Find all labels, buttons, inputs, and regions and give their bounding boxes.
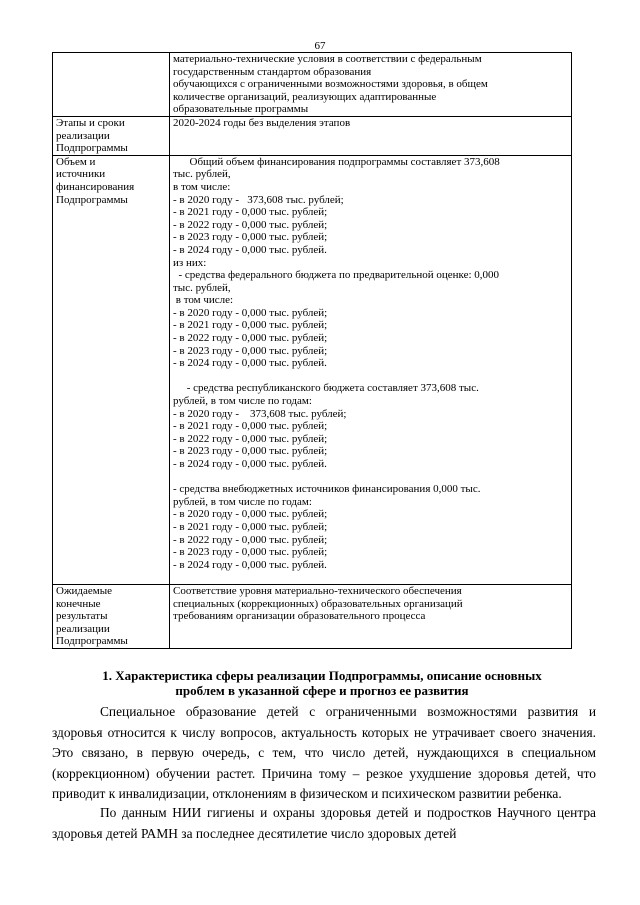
cell-line: Общий объем финансирования подпрограммы составляет 373,608: [173, 155, 500, 168]
cell-line-blank: [173, 571, 568, 584]
cell-line: - в 2021 году - 0,000 тыс. рублей;: [173, 420, 328, 433]
cell-line: - в 2022 году - 0,000 тыс. рублей;: [173, 432, 328, 445]
cell-line: - в 2020 году - 373,608 тыс. рублей;: [173, 193, 344, 206]
label-line: Подпрограммы: [56, 142, 128, 155]
cell-line: государственным стандартом образования: [173, 65, 372, 78]
row-label: [53, 155, 170, 584]
cell-line: - в 2022 году - 0,000 тыс. рублей;: [173, 533, 328, 546]
table-row: [53, 155, 572, 584]
label-line: Объем и: [56, 155, 96, 168]
label-line: реализации: [56, 129, 110, 142]
cell-line: - в 2022 году - 0,000 тыс. рублей;: [173, 218, 328, 231]
cell-line: материально-технические условия в соответствии с федеральным: [173, 53, 482, 65]
passport-table: [52, 52, 572, 649]
section-heading: [52, 668, 592, 698]
label-line: источники: [56, 168, 106, 181]
page-number: 67: [314, 40, 326, 52]
label-line: Подпрограммы: [56, 635, 128, 648]
table-row: [53, 584, 572, 648]
label-line: конечные: [56, 597, 101, 610]
cell-line: - в 2024 году - 0,000 тыс. рублей.: [173, 458, 327, 470]
table-row: [53, 116, 572, 155]
cell-line: тыс. рублей,: [173, 168, 231, 181]
cell-line: - в 2020 году - 373,608 тыс. рублей;: [173, 407, 347, 420]
row-label: [53, 584, 170, 648]
body-paragraph: По данным НИИ гигиены и охраны здоровья детей и подростков Научного центра здоровья детей РАМН за последнее десятилетие число здоровых детей: [52, 805, 596, 841]
label-line: реализации: [56, 622, 110, 635]
body-paragraph: Специальное образование детей с ограниченными возможностями развития и здоровья относится к числу вопросов, актуальность которых не утрачивает своего значения. Это связано, в первую очередь, с тем, что число детей, нуждающихся в специальном (коррекционном) обучении растет. Причина тому – резкое ухудшение здоровья детей, что приводит к инвалидизации, отклонениям в физическом и психическом развитии ребенка.: [52, 704, 596, 801]
row-label-empty: [53, 53, 170, 117]
cell-line-blank: [173, 471, 568, 484]
cell-line: - в 2023 году - 0,000 тыс. рублей;: [173, 231, 328, 244]
row-content: [170, 584, 572, 648]
cell-line: количестве организаций, реализующих адаптированные: [173, 90, 437, 103]
cell-line: в том числе:: [173, 180, 231, 193]
cell-line: - в 2023 году - 0,000 тыс. рублей;: [173, 546, 328, 559]
label-line: Этапы и сроки: [56, 116, 125, 129]
row-content: [170, 116, 572, 155]
section-heading-line: 1. Характеристика сферы реализации Подпрограммы, описание основных: [102, 668, 542, 683]
label-line: финансирования: [56, 180, 135, 193]
label-line: Ожидаемые: [56, 584, 113, 597]
cell-line: рублей, в том числе по годам:: [173, 395, 312, 408]
cell-line: - в 2023 году - 0,000 тыс. рублей;: [173, 445, 328, 458]
cell-line: из них:: [173, 256, 207, 269]
cell-line-blank: [173, 370, 568, 383]
cell-line: - средства федерального бюджета по предварительной оценке: 0,000: [173, 269, 500, 282]
cell-line: - средства внебюджетных источников финансирования 0,000 тыс.: [173, 483, 481, 496]
cell-line: рублей, в том числе по годам:: [173, 495, 312, 508]
cell-line: обучающихся с ограниченными возможностями здоровья, в общем: [173, 78, 488, 91]
cell-line: - в 2022 году - 0,000 тыс. рублей;: [173, 332, 328, 345]
cell-line: - в 2024 году - 0,000 тыс. рублей.: [173, 357, 327, 370]
cell-line: - в 2024 году - 0,000 тыс. рублей.: [173, 558, 327, 571]
label-line: Подпрограммы: [56, 193, 128, 206]
row-label: [53, 116, 170, 155]
cell-line: 2020-2024 годы без выделения этапов: [173, 116, 351, 129]
cell-line: - в 2023 году - 0,000 тыс. рублей;: [173, 344, 328, 357]
cell-line: - в 2021 году - 0,000 тыс. рублей;: [173, 520, 328, 533]
cell-line: образовательные программы: [173, 103, 309, 116]
cell-line: - в 2021 году - 0,000 тыс. рублей;: [173, 206, 328, 219]
label-line: результаты: [56, 610, 108, 623]
cell-line: тыс. рублей,: [173, 281, 231, 294]
cell-line: - в 2024 году - 0,000 тыс. рублей.: [173, 243, 327, 256]
table-row: [53, 53, 572, 117]
cell-line: требованиям организации образовательного процесса: [173, 610, 426, 623]
row-content: [170, 155, 572, 584]
row-content: [170, 53, 572, 117]
cell-line: - в 2020 году - 0,000 тыс. рублей;: [173, 508, 328, 521]
cell-line: Соответствие уровня материально-технического обеспечения: [173, 584, 462, 597]
cell-line: в том числе:: [173, 294, 234, 307]
cell-line: - в 2021 году - 0,000 тыс. рублей;: [173, 319, 328, 332]
cell-line: - в 2020 году - 0,000 тыс. рублей;: [173, 306, 328, 319]
cell-line: - средства республиканского бюджета составляет 373,608 тыс.: [173, 382, 479, 395]
cell-line: специальных (коррекционных) образовательных организаций: [173, 597, 463, 610]
section-heading-line: проблем в указанной сфере и прогноз ее развития: [175, 683, 469, 698]
